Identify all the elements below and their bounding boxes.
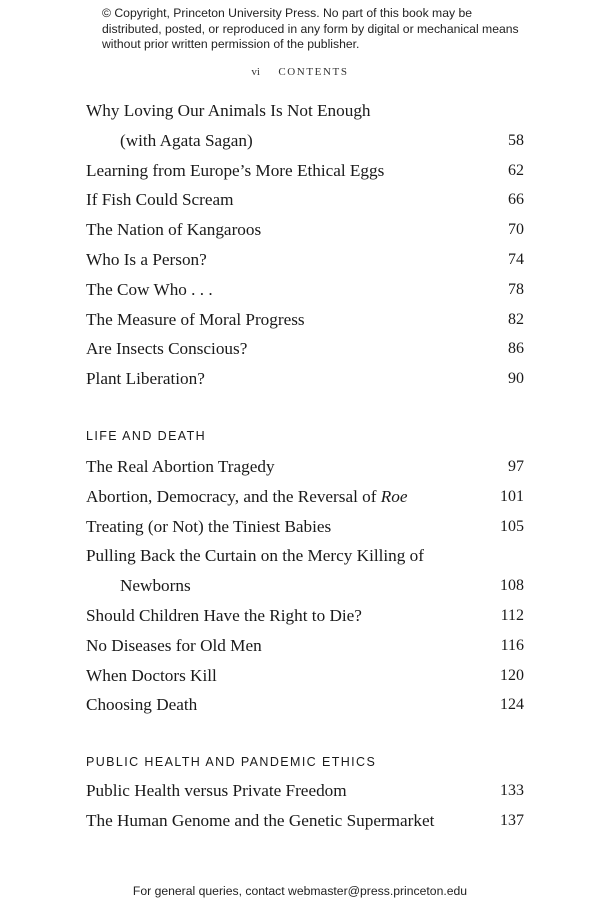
toc-entry-title: Pulling Back the Curtain on the Mercy Killing of Newborns — [86, 546, 424, 596]
section-heading-public-health: PUBLIC HEALTH AND PANDEMIC ETHICS — [86, 755, 377, 770]
toc-entry-page: 90 — [508, 370, 524, 388]
toc-entry-page: 133 — [500, 782, 524, 800]
toc-entry — [86, 334, 524, 364]
page-number: vi — [251, 66, 260, 78]
toc-entry — [86, 245, 524, 275]
toc-entry-page: 62 — [508, 161, 524, 179]
toc-entry — [86, 806, 524, 836]
toc-entry-title: When Doctors Kill — [86, 665, 217, 685]
toc-entry-page: 78 — [508, 280, 524, 298]
running-title: CONTENTS — [278, 66, 349, 78]
running-head — [0, 66, 600, 78]
toc-entry-title: Who Is a Person? — [86, 249, 207, 269]
toc-entry-page: 97 — [508, 457, 524, 475]
toc-entry-title: The Cow Who . . . — [86, 279, 213, 299]
toc-entry-page: 108 — [500, 577, 524, 595]
toc-entry-page: 82 — [508, 310, 524, 328]
toc-entry-title: Should Children Have the Right to Die? — [86, 605, 362, 625]
toc-entry-page: 124 — [500, 696, 524, 714]
toc-entry-page: 101 — [500, 487, 524, 505]
toc-entry — [86, 305, 524, 335]
toc-entry — [86, 601, 524, 631]
toc-entry-title: Are Insects Conscious? — [86, 339, 248, 359]
toc-entry-page: 74 — [508, 250, 524, 268]
toc-entry — [86, 631, 524, 661]
toc-entry-page: 120 — [500, 666, 524, 684]
toc-entry-page: 116 — [500, 636, 524, 654]
toc-entry — [86, 661, 524, 691]
toc-entry — [86, 776, 524, 806]
toc-entry-page: 58 — [508, 131, 524, 149]
toc-entry-page: 137 — [500, 811, 524, 829]
toc-entry-page: 66 — [508, 191, 524, 209]
toc-entry — [86, 690, 524, 720]
table-of-contents — [86, 96, 524, 836]
copyright-notice: © Copyright, Princeton University Press. No part of this book may be distributed, posted, or reproduced in any form by digital or mechanical means without prior written permission of the publisher. — [102, 6, 519, 51]
section-heading-life-and-death: LIFE AND DEATH — [86, 428, 207, 443]
toc-entry-title: If Fish Could Scream — [86, 190, 234, 210]
toc-entry-title: The Measure of Moral Progress — [86, 309, 305, 329]
toc-entry-page: 105 — [500, 517, 524, 535]
italic-case-name: Roe — [380, 486, 408, 506]
toc-entry-title: The Real Abortion Tragedy — [86, 456, 275, 476]
toc-entry-title: Plant Liberation? — [86, 369, 205, 389]
toc-entry — [86, 185, 524, 215]
toc-entry-title: Public Health versus Private Freedom — [86, 781, 347, 801]
toc-entry-title: Learning from Europe’s More Ethical Eggs — [86, 160, 385, 180]
toc-entry-page: 86 — [508, 340, 524, 358]
toc-entry — [86, 156, 524, 186]
toc-entry — [86, 452, 524, 482]
toc-entry — [86, 482, 524, 512]
footer-contact: For general queries, contact webmaster@press.princeton.edu — [132, 884, 468, 898]
toc-entry — [86, 215, 524, 245]
toc-entry-title: No Diseases for Old Men — [86, 635, 262, 655]
toc-entry-title: The Nation of Kangaroos — [86, 220, 262, 240]
toc-entry-page: 112 — [500, 606, 524, 624]
toc-entry-title: Treating (or Not) the Tiniest Babies — [86, 516, 332, 536]
toc-entry-page: 70 — [508, 221, 524, 239]
toc-entry — [86, 275, 524, 305]
toc-entry — [86, 541, 524, 601]
toc-entry-title: Choosing Death — [86, 695, 198, 715]
toc-entry-title: Abortion, Democracy, and the Reversal of Roe — [86, 486, 408, 506]
toc-entry-title: Why Loving Our Animals Is Not Enough (with Agata Sagan) — [86, 101, 371, 150]
toc-entry — [86, 96, 524, 156]
toc-entry — [86, 512, 524, 542]
toc-entry — [86, 364, 524, 394]
toc-entry-title: The Human Genome and the Genetic Supermarket — [86, 810, 435, 830]
